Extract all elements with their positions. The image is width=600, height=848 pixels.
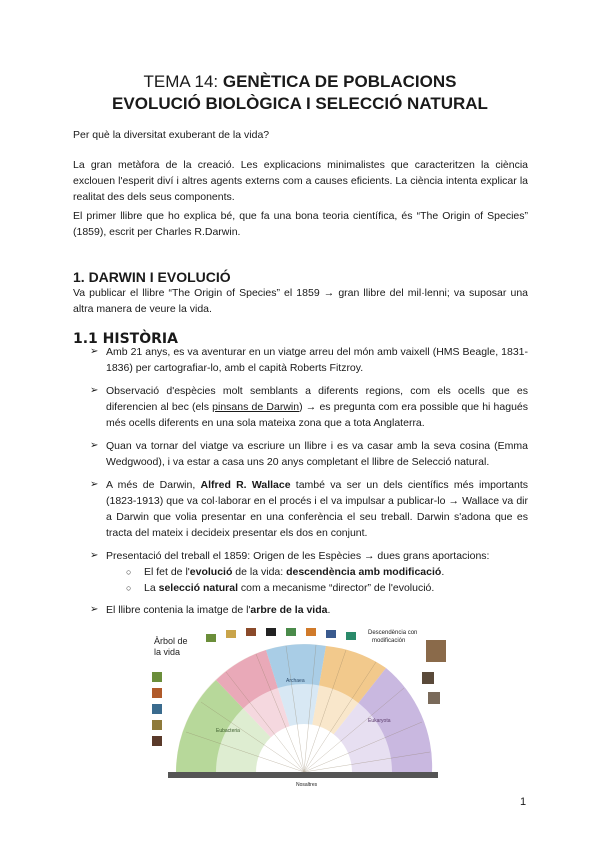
organism-thumbnail <box>152 688 162 698</box>
arrow-bullet-icon: ➢ <box>90 604 99 615</box>
bullet-text: Amb 21 anys, es va aventurar en un viatge arreu del món amb vaixell (HMS Beagle, 1831-1836) per cartografiar-lo, amb el capità Roberts Fitzroy. <box>106 346 528 374</box>
figure-label-left-2: la vida <box>154 647 181 657</box>
history-bullet-wallace <box>90 477 528 541</box>
page-title-line1 <box>0 72 600 92</box>
organism-thumbnail <box>346 632 356 640</box>
section-heading-darwin: 1. DARWIN I EVOLUCIÓ <box>73 269 231 285</box>
intro-question: Per què la diversitat exuberant de la vida? <box>73 129 270 141</box>
history-bullet-tree: ➢ El llibre contenia la imatge de l'arbre de la vida. <box>90 604 331 616</box>
page-number: 1 <box>520 796 527 808</box>
contribution-evolution: ○ El fet de l'evolució de la vida: descendència amb modificació. <box>126 566 445 578</box>
organism-thumbnail <box>326 630 336 638</box>
organism-thumbnail <box>286 628 296 636</box>
organism-thumbnail <box>152 704 162 714</box>
contribution-selection: ○ La selecció natural com a mecanisme “director” de l'evolució. <box>126 582 435 594</box>
intro-first-book: El primer llibre que ho explica bé, que fa una bona teoria científica, és “The Origin of Species” (1859), escrit per Charles R.Darwin. <box>73 210 528 238</box>
figure-label-right-2: modificación <box>372 638 406 644</box>
arrow-bullet-icon: ➢ <box>90 440 99 451</box>
bullet-text: A més de Darwin, <box>106 479 201 491</box>
title-prefix: TEMA 14: <box>143 72 219 91</box>
contributions-sublist <box>106 564 528 596</box>
bullet-text: Observació d'espècies molt semblants a diferents regions, com els ocells que es diferencien al bec (els <box>106 385 528 413</box>
pinsans-link[interactable]: pinsans de Darwin <box>212 401 300 413</box>
title-main: GENÈTICA DE POBLACIONS <box>222 72 457 91</box>
tree-of-life-figure <box>146 622 456 790</box>
section-heading-historia: 1.1 HISTÒRIA <box>73 331 178 347</box>
history-bullet-presentation <box>90 548 528 596</box>
organism-thumbnail <box>306 628 316 636</box>
figure-label-bottom: Nosaltres <box>296 782 318 788</box>
organism-thumbnail <box>266 628 276 636</box>
organism-thumbnail <box>422 672 434 684</box>
figure-label-right-1: Descendència con <box>368 630 418 636</box>
history-bullet-list <box>90 344 528 625</box>
figure-label-archaea: Archaea <box>286 678 305 684</box>
organism-thumbnail <box>226 630 236 638</box>
figure-label-eubacteria: Eubacteria <box>216 728 240 734</box>
circle-bullet-icon: ○ <box>126 583 132 593</box>
history-bullet-return <box>90 438 528 470</box>
history-bullet-observation <box>90 383 528 431</box>
bullet-text: Presentació del treball el 1859: Origen de les Espècies → dues grans aportacions: <box>106 550 490 562</box>
tree-of-life-term: arbre de la vida <box>250 604 328 616</box>
section-darwin-text: Va publicar el llibre “The Origin of Species” el 1859 → gran llibre del mil·lenni; va suposar una altra manera de veure la vida. <box>73 287 528 315</box>
organism-thumbnail <box>152 720 162 730</box>
figure-label-left-1: Àrbol de <box>154 636 188 646</box>
organism-thumbnail <box>152 736 162 746</box>
history-bullet-beagle <box>90 344 528 376</box>
arrow-bullet-icon: ➢ <box>90 479 99 490</box>
bullet-text: també va ser un dels científics més importants (1823-1913) que va col·laborar en el procés i el va impulsar a publicar-lo → Wallace va dir a Darwin que volia presentar en una conferència el seu treball. Darwin s'adona que es tracta del mateix i decideix presentar els dos en conjunt. <box>106 479 529 539</box>
darwin-portrait <box>426 640 446 662</box>
organism-thumbnail <box>206 634 216 642</box>
arrow-bullet-icon: ➢ <box>90 385 99 396</box>
arrow-bullet-icon: ➢ <box>90 346 99 357</box>
figure-label-eukaryota: Eukaryota <box>368 718 391 724</box>
organism-thumbnail <box>152 672 162 682</box>
bullet-text: ) → es pregunta com era possible que hi hagués més ocells diferents en una sola mateixa zona que a tota Anglaterra. <box>106 401 529 429</box>
arrow-bullet-icon: ➢ <box>90 550 99 561</box>
bullet-text: Quan va tornar del viatge va escriure un llibre i es va casar amb la seva cosina (Emma Wedgwood), i va estar a casa uns 20 anys completant el llibre de Selecció natural. <box>106 440 528 468</box>
circle-bullet-icon: ○ <box>126 567 132 577</box>
intro-metaphor: La gran metàfora de la creació. Les explicacions minimalistes que caracteritzen la ciència exclouen l'esperit diví i altres agents externs com a causes eficients. La ciència intenta explicar la realitat des dels seus components. <box>73 159 528 203</box>
organism-thumbnail <box>428 692 440 704</box>
organism-thumbnail <box>246 628 256 636</box>
wallace-name: Alfred R. Wallace <box>200 479 291 491</box>
page-title-line2: EVOLUCIÓ BIOLÒGICA I SELECCIÓ NATURAL <box>112 94 488 113</box>
